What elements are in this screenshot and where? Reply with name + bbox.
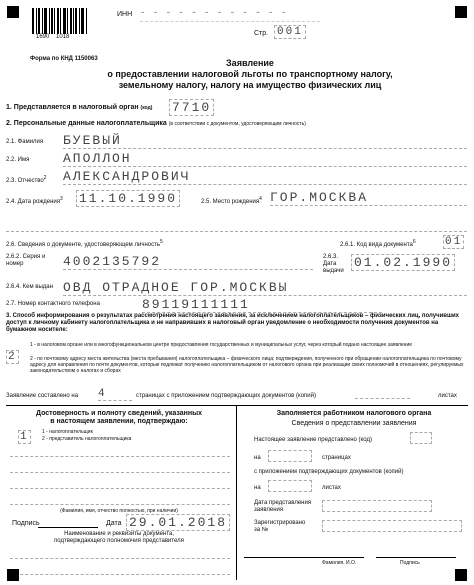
- page-number-field[interactable]: 001: [274, 25, 306, 39]
- title-line: земельному налогу, налогу на имущество физических лиц: [118, 80, 382, 90]
- corner-marker: [7, 6, 19, 18]
- employee-name-label: Фамилия, И.О.: [322, 560, 357, 566]
- employee-name-line[interactable]: [244, 557, 364, 558]
- received-pages-field[interactable]: [268, 450, 312, 462]
- issued-by-label: 2.6.4. Кем выдан: [6, 284, 53, 290]
- divider: [236, 405, 237, 580]
- section1-code-label: (код): [140, 105, 153, 111]
- barcode-number: 1690 1018: [36, 34, 70, 40]
- signature-line[interactable]: [38, 527, 98, 528]
- received-sheets-field[interactable]: [268, 480, 312, 492]
- on-label: на: [254, 455, 261, 461]
- birthplace-value: ГОР.МОСКВА: [270, 190, 369, 205]
- received-code-field[interactable]: [410, 432, 432, 444]
- composed-sheets-label: листах: [438, 393, 457, 399]
- surname-label: 2.1. Фамилия: [6, 139, 44, 145]
- surname-field[interactable]: [63, 133, 467, 149]
- sign-label: Подпись: [12, 520, 40, 527]
- pages-value: 4: [98, 388, 107, 400]
- doc-kind-field[interactable]: 01: [445, 236, 463, 248]
- patronymic-label: [6, 175, 47, 185]
- registered-label: [254, 520, 305, 534]
- inn-label: ИНН: [117, 11, 133, 18]
- on2-label: на: [254, 485, 261, 491]
- section2-note: (в соответствии с документом, удостоверяющим личность): [168, 121, 306, 127]
- signer-choice-2: 2 - представитель налогоплательщика: [42, 436, 132, 442]
- signer-choice-1: 1 - налогоплательщик: [42, 429, 93, 435]
- corner-marker: [455, 569, 467, 581]
- footnote-mark: 5: [159, 239, 163, 245]
- phone-label: 2.7. Номер контактного телефона: [6, 301, 100, 307]
- registered-label-line: за №: [254, 527, 269, 533]
- birthdate-label-text: 2.4. Дата рождения: [6, 199, 60, 205]
- received-date-label-line: Дата представления: [254, 500, 312, 506]
- signature-date-field[interactable]: 29.01.2018: [126, 514, 230, 531]
- employee-signature-line[interactable]: [376, 557, 456, 558]
- footnote-mark: 4: [259, 196, 262, 202]
- section1-label-text: 1. Представляется в налоговый орган: [6, 104, 139, 111]
- composed-pages-text: страницах с приложением подтверждающих документов (копий): [136, 393, 317, 399]
- series-value: 4002135792: [63, 254, 162, 269]
- patronymic-field[interactable]: [63, 169, 467, 185]
- corner-marker: [455, 6, 467, 18]
- received-date-label-line: заявления: [254, 507, 284, 513]
- issue-date-label: 2.6.3. Дата выдачи: [323, 254, 344, 274]
- received-date-field[interactable]: [322, 500, 432, 512]
- birthdate-field[interactable]: 11.10.1990: [76, 190, 180, 207]
- sheets-label: листах: [322, 485, 341, 491]
- notification-option-2: 2 - по почтовому адресу места жительства (места пребывания) налогоплательщика – физического лица; подтверждения, полученного при обращении налогоплательщика по почтовому адресу для направления по почте документов, которые подлежат получению налогоплательщиком от налогового органа при реализации своих полномочий в отношениях, регулируемых законодательством о налогах и сборах: [30, 356, 464, 374]
- left-block-title-line: Достоверность и полноту сведений, указанных: [36, 410, 202, 417]
- name-value: АПОЛЛОН: [63, 151, 132, 166]
- registration-number-field[interactable]: [322, 520, 462, 532]
- surname-value: БУЕВЫЙ: [63, 133, 122, 148]
- title-line: о предоставлении налоговой льготы по транспортному налогу,: [107, 69, 393, 79]
- footnote-mark: 2: [43, 175, 47, 181]
- doc-caption-line: подтверждающего полномочия представителя: [54, 538, 184, 544]
- corner-marker: [7, 569, 19, 581]
- notification-method-field[interactable]: 2: [8, 351, 17, 363]
- page-label: Стр.: [254, 30, 269, 37]
- phone-field[interactable]: [142, 297, 382, 313]
- birthplace-field-line2[interactable]: [6, 222, 467, 232]
- series-label: 2.6.2. Серия и номер: [6, 254, 46, 267]
- footnote-mark: 6: [412, 239, 416, 245]
- right-block-subtitle: Сведения о представлении заявления: [291, 420, 417, 427]
- tax-authority-code-field[interactable]: 7710: [169, 99, 214, 116]
- composed-label: Заявление составлено на: [6, 393, 79, 399]
- attach-label: с приложением подтверждающих документов (копий): [254, 469, 404, 475]
- doc-caption-line: Наименование и реквизиты документа,: [64, 531, 174, 537]
- signer-fio-line[interactable]: [10, 446, 230, 457]
- signer-fio-line[interactable]: [10, 462, 230, 473]
- signer-fio-line[interactable]: [10, 478, 230, 489]
- name-label: 2.2. Имя: [6, 157, 30, 163]
- pages-field[interactable]: [98, 388, 132, 401]
- form-code: Форма по КНД 1150063: [30, 56, 98, 62]
- fio-caption: (Фамилия, имя, отчество полностью, при наличии): [60, 508, 178, 514]
- title-line: Заявление: [226, 58, 274, 68]
- name-field[interactable]: [63, 151, 467, 167]
- doc-kind-label-text: 2.6.1. Код вида документа: [340, 242, 413, 248]
- notification-option-1: 1 - в налоговом органе или в многофункциональном центре предоставления государственных и муниципальных услуг, через который подано настоящее заявление: [30, 342, 413, 348]
- section2-label: [6, 120, 306, 128]
- sheets-field[interactable]: [355, 388, 410, 399]
- issued-by-field[interactable]: [63, 280, 467, 296]
- phone-value: 89119111111: [142, 297, 250, 312]
- signer-fio-line[interactable]: [10, 494, 230, 505]
- doc-kind-label: [340, 239, 416, 249]
- proxy-doc-line[interactable]: [10, 564, 230, 575]
- inn-field[interactable]: - - - - - - - - - - - -: [140, 8, 320, 22]
- birthdate-label: [6, 196, 63, 206]
- received-code-label: Настоящее заявление представлено (код): [254, 437, 372, 443]
- signer-type-field[interactable]: 1: [20, 431, 29, 443]
- section2-label-text: 2. Персональные данные налогоплательщика: [6, 120, 167, 127]
- right-block-title: Заполняется работником налогового органа: [276, 410, 432, 417]
- received-date-label: [254, 500, 311, 514]
- section3-text: 3. Способ информирования о результатах рассмотрения настоящего заявления, за исключением налогоплательщиков – физических лиц, получивших доступ к личному кабинету налогоплательщика и не направивших в налоговый орган уведомление о необходимости получения документов на бумажном носителе:: [6, 313, 459, 333]
- pages-label: страницах: [322, 455, 351, 461]
- barcode: [32, 8, 92, 34]
- doc-label-text: 2.6. Сведения о документе, удостоверяющем личность: [6, 242, 160, 248]
- registered-label-line: Зарегистрировано: [254, 520, 306, 526]
- doc-label: [6, 239, 163, 249]
- left-block-title: [6, 410, 232, 426]
- issued-by-value: ОВД ОТРАДНОЕ ГОР.МОСКВЫ: [63, 280, 289, 295]
- birthplace-label-text: 2.5. Место рождения: [201, 199, 260, 205]
- section1-label: [6, 104, 152, 112]
- proxy-doc-line[interactable]: [10, 548, 230, 559]
- page-title: [60, 58, 440, 91]
- birthplace-label: [201, 196, 262, 206]
- divider: [6, 405, 468, 406]
- patronymic-value: АЛЕКСАНДРОВИЧ: [63, 169, 191, 184]
- birthplace-field[interactable]: [270, 190, 467, 206]
- patronymic-label-text: 2.3. Отчество: [6, 178, 44, 184]
- footnote-mark: 3: [60, 196, 63, 202]
- series-field[interactable]: [63, 254, 313, 270]
- left-block-title-line: в настоящем заявлении, подтверждаю:: [50, 418, 188, 425]
- issue-date-field[interactable]: 01.02.1990: [351, 254, 455, 271]
- employee-signature-label: Подпись: [400, 560, 420, 566]
- doc-caption: [6, 531, 232, 545]
- date-label: Дата: [106, 520, 122, 527]
